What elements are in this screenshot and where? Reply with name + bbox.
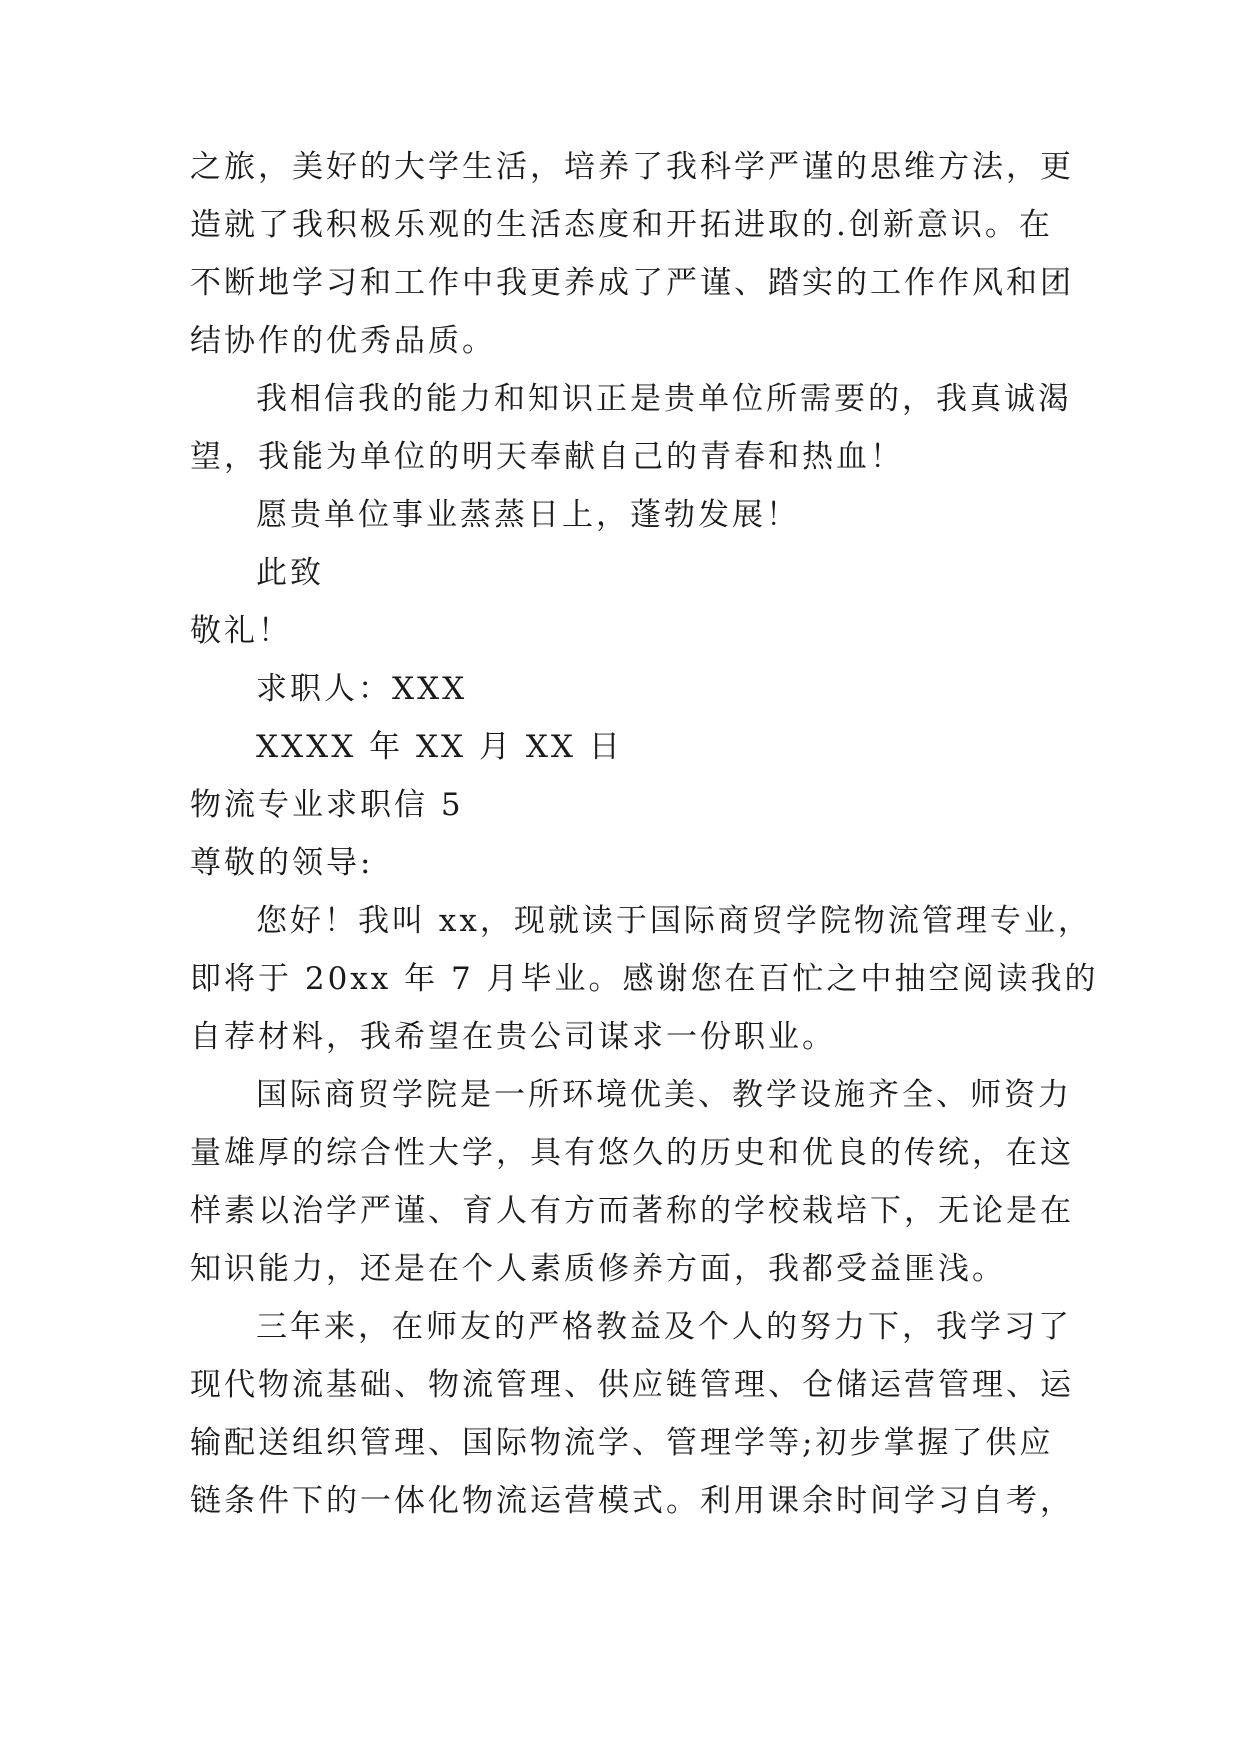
letter-date: XXXX 年 XX 月 XX 日	[256, 729, 623, 765]
text-line: 造就了我积极乐观的生活态度和开拓进取的.创新意识。在	[190, 207, 1053, 243]
text-line: 链条件下的一体化物流运营模式。利用课余时间学习自考，	[190, 1483, 1074, 1519]
text-line: 知识能力，还是在个人素质修养方面，我都受益匪浅。	[190, 1251, 1006, 1287]
text-line: 现代物流基础、物流管理、供应链管理、仓储运营管理、运	[190, 1367, 1074, 1403]
text-line: 我相信我的能力和知识正是贵单位所需要的，我真诚渴	[256, 381, 1072, 417]
text-line: 量雄厚的综合性大学，具有悠久的历史和优良的传统，在这	[190, 1135, 1074, 1171]
closing-regards: 敬礼！	[190, 613, 292, 649]
text-line: 望，我能为单位的明天奉献自己的青春和热血！	[190, 439, 904, 475]
text-line: 愿贵单位事业蒸蒸日上，蓬勃发展！	[256, 497, 800, 533]
document-body	[190, 138, 1099, 1530]
text-line: 即将于 20xx 年 7 月毕业。感谢您在百忙之中抽空阅读我的	[190, 961, 1099, 997]
text-line: 样素以治学严谨、育人有方而著称的学校栽培下，无论是在	[190, 1193, 1074, 1229]
text-line: 之旅，美好的大学生活，培养了我科学严谨的思维方法，更	[190, 149, 1074, 185]
text-line: 国际商贸学院是一所环境优美、教学设施齐全、师资力	[256, 1077, 1072, 1113]
text-line: 自荐材料，我希望在贵公司谋求一份职业。	[190, 1019, 836, 1055]
letter-greeting: 尊敬的领导:	[190, 845, 374, 881]
closing-salutation: 此致	[256, 555, 324, 591]
text-line: 不断地学习和工作中我更养成了严谨、踏实的工作作风和团	[190, 265, 1074, 301]
text-line: 输配送组织管理、国际物流学、管理学等;初步掌握了供应	[190, 1425, 1054, 1461]
text-line: 三年来，在师友的严格教益及个人的努力下，我学习了	[256, 1309, 1072, 1345]
letter-title: 物流专业求职信 5	[190, 787, 464, 823]
text-line: 您好！我叫 xx，现就读于国际商贸学院物流管理专业，	[256, 903, 1092, 939]
applicant-signature: 求职人：XXX	[256, 671, 468, 707]
text-line: 结协作的优秀品质。	[190, 323, 496, 359]
